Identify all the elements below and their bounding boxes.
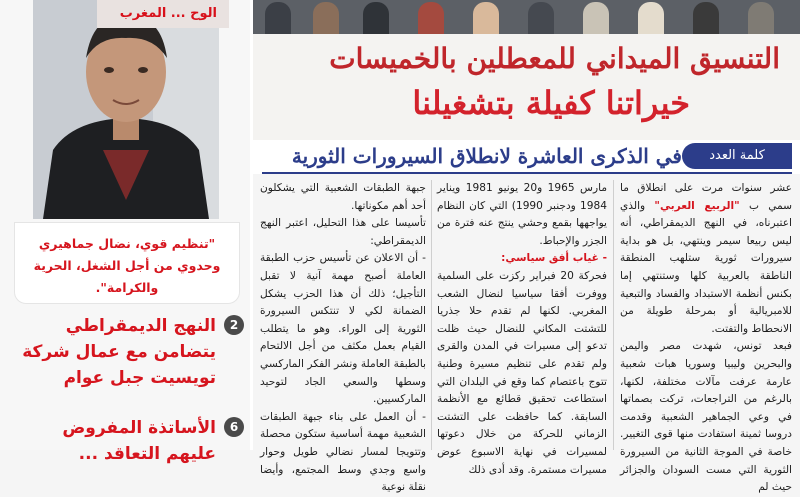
banner-text-line1: التنسيق الميداني للمعطلين بالخميسات [329,42,780,75]
protester-figure [638,2,664,38]
protester-figure [693,2,719,38]
banner-text-line2: خيراتنا كفيلة بتشغيلنا [412,84,690,122]
column-rule [431,180,432,450]
headline-underline [262,172,792,174]
protester-figure [363,2,389,38]
article-headline: في الذكرى العاشرة لانطلاق السيرورات الثورية [291,144,682,168]
author-portrait [33,0,219,219]
protester-figure [265,2,291,38]
protester-figure [583,2,609,38]
portrait-illustration [33,0,219,219]
subheading: - غياب أفق سياسي: [501,252,607,265]
column-rule [613,180,614,450]
paragraph: مارس 1965 و20 يونيو 1981 ويناير 1984 ودجنبر 1990) التي كان النظام يواجهها بقمع وحشي ينتج عنه فترة من الجزر والإحباط. [437,182,607,247]
text-run: والذي اعتبرناه، في النهج الديمقراطي، أنه ليس ربيعا سيمر وينتهي، بل هو بداية سيرورات ثورية ستلهب المنطقة الناطقة بالعربية كلها وستنتهي إما بكنس أنظمة الاستبداد والفساد والتبعية للامبريالية أو بمرحلة طويلة من الانحطاط والتفتت. [620,199,792,335]
highlighted-term: "الربيع العربي" [654,199,740,212]
paragraph [620,180,792,338]
article-column-2 [437,180,607,479]
section-tag: كلمة العدد [682,143,792,169]
portrait-banner-text: الوح ... المغرب [97,0,229,28]
teaser-item[interactable] [10,415,242,464]
protester-figure [313,2,339,38]
quote-box [14,222,240,304]
paragraph: فحركة 20 فبراير ركزت على السلمية ووفرت أفقا سياسيا لنضال الشعب المغربي. لكنها لم تقدم حلا جذريا للتشتت المكاني للنضال حيث ظلت تدعو إلى مسيرات في المدن والقرى ولم تقدم على تنظيم مسيرة وطنية تتوج باعتصام كما وقع في البلدان التي استطاعت تحقيق قطائع مع الأنظمة السابقة. كما حافظت على التشتت الزماني للحركة من خلال دعوتها لمسيرات في نهاية الاسبوع عوض مسيرات مستمرة. وقد أدى ذلك [437,269,608,476]
paragraph: - أن العمل على بناء جبهة الطبقات الشعبية مهمة أساسية ستكون محصلة وتتويجا لمسار نضالي طويل وحوار واسع وجدي وسط المجتمع، وأيضا نقلة نوعية [260,410,426,494]
protester-figure [473,2,499,38]
protest-photo [253,0,800,140]
teaser-headline[interactable]: النهج الديمقراطي يتضامن مع عمال شركة تويسيت جبل عوام [22,316,216,388]
protester-figure [528,2,554,38]
page-number-badge: 6 [224,417,244,437]
protester-figure [418,2,444,38]
teaser-item[interactable] [10,313,242,395]
paragraph: فبعد تونس، شهدت مصر واليمن والبحرين وليبيا وسوريا هبات شعبية عارمة عرفت مآلات مختلفة، لكنها، بالرغم من التراجعات، تركت بصماتها في وعي الجماهير الشعبية وقدمت دروسا ثمينة استفادت منها قوى التغيير. خاصة في الموجة الثانية من السيرورة الثورية التي مست السودان والجزائر حيث لم [620,340,792,494]
slogan-quote: "تنظيم قوي، نضال جماهيري وحدوي من أجل الشغل، الحرية والكرامة". [33,236,221,295]
paragraph: تأسيسا على هذا التحليل، اعتبر النهج الديمقراطي: [260,217,426,247]
article-column-3 [260,180,426,497]
teaser-headline[interactable]: الأساتذة المفروض عليهم التعاقد ... [62,418,216,464]
text-run: عشر سنوات مرت على انطلاق ما سمي ب [620,182,793,212]
paragraph: - أن الاعلان عن تأسيس حزب الطبقة العاملة أصبح مهمة آنية لا تقبل التأجيل؛ ذلك أن هذا الحزب يشكل الضمانة لكي لا تنتكس السيرورة الثورية إلى الوراء. وهو ما يتطلب القيام بعمل مكثف من أجل الالتحام بالطبقة العاملة ونشر الفكر الماركسي وسطها والسعي الجاد لتوحيد الماركسيين. [260,252,426,406]
protester-figure [748,2,774,38]
article-column-1 [620,180,792,497]
left-sidebar [0,0,250,464]
paragraph: جبهة الطبقات الشعبية التي يشكلون أحد أهم مكوناتها. [260,182,426,212]
page-number-badge: 2 [224,315,244,335]
